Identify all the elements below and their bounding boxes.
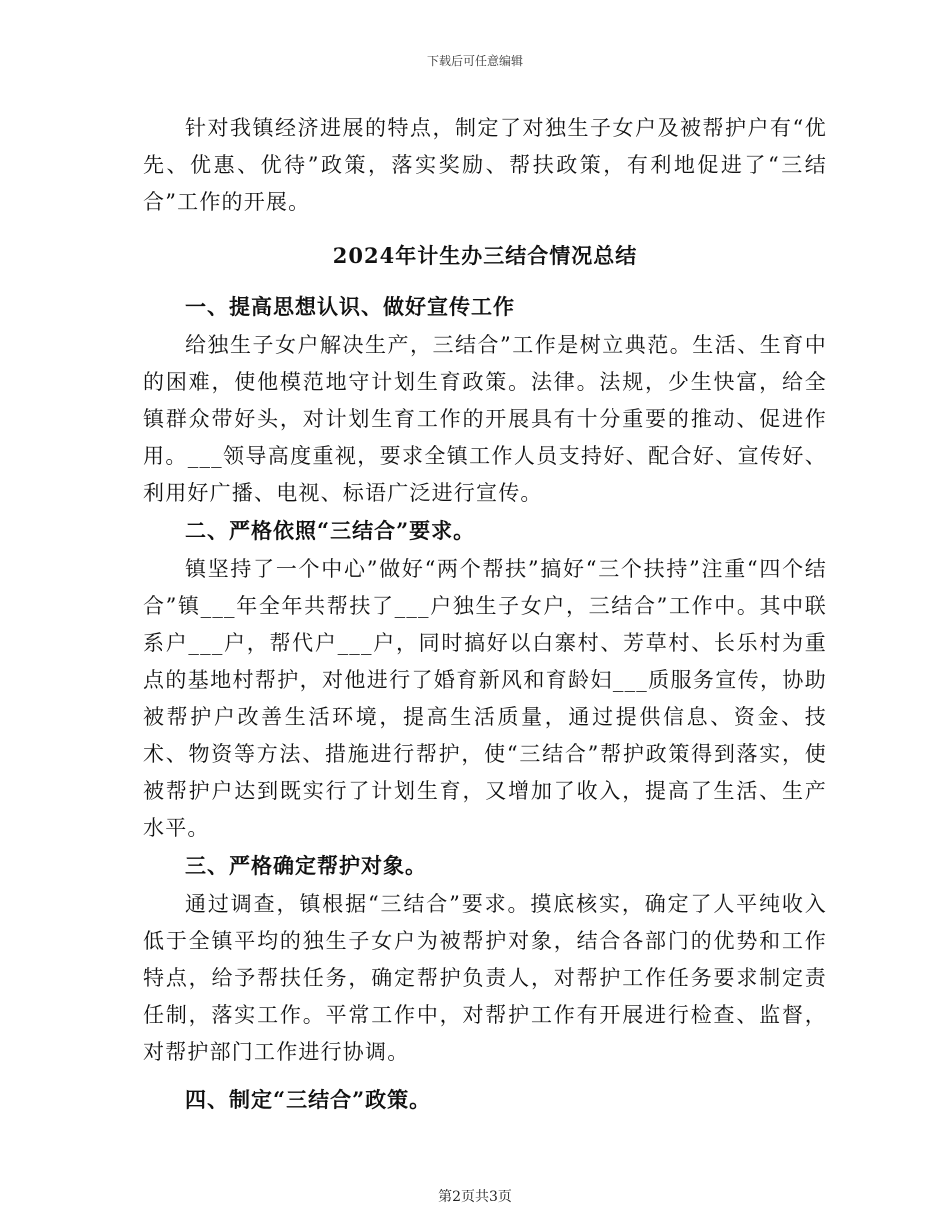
section-2-heading: 二、严格依照“三结合”要求。 [185,518,476,543]
page-header-note: 下载后可任意编辑 [426,54,523,68]
section-1-heading: 一、提高思想认识、做好宣传工作 [185,294,515,319]
section-4-heading: 四、制定“三结合”政策。 [185,1087,432,1112]
document-body [143,110,827,1120]
section-3-heading: 三、严格确定帮护对象。 [185,853,427,878]
intro-paragraph: 针对我镇经济进展的特点，制定了对独生子女户及被帮护户有“优先、优惠、优待”政策，落实奖励、帮扶政策，有利地促进了“三结合”工作的开展。 [143,116,827,214]
section-3-paragraph: 通过调查，镇根据“三结合”要求。摸底核实，确定了人平纯收入低于全镇平均的独生子女户为被帮护对象，结合各部门的优势和工作特点，给予帮扶任务，确定帮护负责人，对帮护工作任务要求制定责任制，落实工作。平常工作中，对帮护工作有开展进行检查、监督，对帮护部门工作进行协调。 [143,892,827,1064]
document-title: 2024年计生办三结合情况总结 [332,243,638,268]
section-1-paragraph: 给独生子女户解决生产，三结合”工作是树立典范。生活、生育中的困难，使他模范地守计划生育政策。法律。法规，少生快富，给全镇群众带好头，对计划生育工作的开展具有十分重要的推动、促进作用。___领导高度重视，要求全镇工作人员支持好、配合好、宣传好、利用好广播、电视、标语广泛进行宣传。 [143,333,827,505]
section-2-paragraph: 镇坚持了一个中心”做好“两个帮扶”搞好“三个扶持”注重“四个结合”镇___年全年共帮扶了___户独生子女户，三结合”工作中。其中联系户___户，帮代户___户，同时搞好以白寨村、芳草村、长乐村为重点的基地村帮护，对他进行了婚育新风和育龄妇___质服务宣传，协助被帮护户改善生活环境，提高生活质量，通过提供信息、资金、技术、物资等方法、措施进行帮护，使“三结合”帮护政策得到落实，使被帮护户达到既实行了计划生育，又增加了收入，提高了生活、生产水平。 [143,557,827,840]
page-number: 第2页共3页 [438,1189,512,1205]
